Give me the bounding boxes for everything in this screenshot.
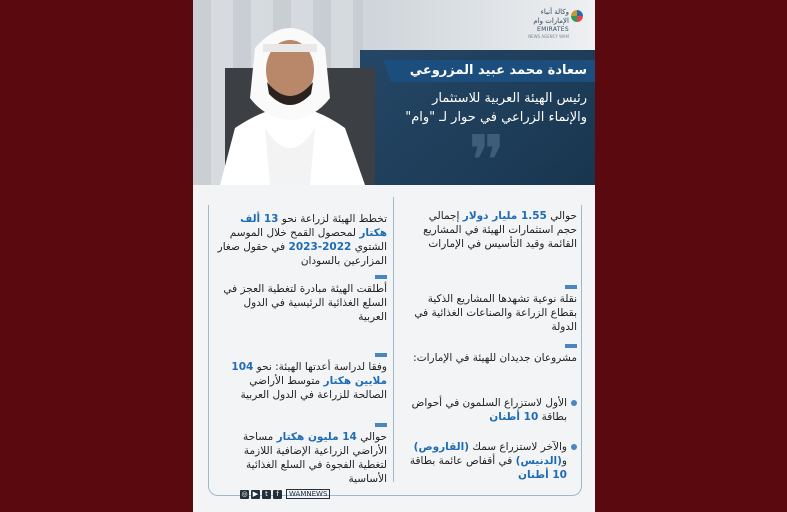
content-section — [193, 185, 595, 512]
logo-english-sub: NEWS AGENCY WAM — [528, 34, 569, 39]
section-marker — [375, 275, 387, 279]
section-marker — [565, 344, 577, 348]
social-handle[interactable]: WAMNEWS — [286, 489, 330, 499]
facebook-icon[interactable]: f — [273, 490, 282, 499]
subtitle — [372, 89, 587, 127]
quote-icon: ❞ — [468, 120, 506, 185]
section-marker — [565, 285, 577, 289]
subtitle-line-1: رئيس الهيئة العربية للاستثمار — [432, 91, 587, 106]
wam-logo — [513, 6, 583, 40]
portrait-photo — [205, 8, 375, 185]
left-item-3: وفقا لدراسة أعدتها الهيئة: نحو 104 ملايين هكتار متوسط الأراضي الصالحة للزراعة في الدول العربية — [217, 353, 387, 402]
column-divider — [393, 197, 394, 482]
highlight-value: 1.55 مليار دولار — [462, 210, 547, 222]
instagram-icon[interactable]: ◎ — [241, 489, 248, 498]
right-bullet-1: الأول لاستزراع السلمون في أحواض بطاقة 10 أطنان — [407, 396, 577, 424]
bullet-dot-icon — [571, 444, 577, 450]
infographic-card — [193, 0, 595, 512]
logo-arabic-bottom: الإمارات وام — [533, 17, 569, 25]
left-item-1: تخطط الهيئة لزراعة نحو 13 ألف هكتار لمحصول القمح خلال الموسم الشتوي 2022-2023 في حقول صغار المزارعين بالسودان — [217, 213, 387, 267]
subtitle-line-2: والإنماء الزراعي في حوار لـ "وام" — [405, 110, 587, 125]
logo-english: EMIRATES — [537, 26, 569, 33]
right-item-2: نقلة نوعية تشهدها المشاريع الذكية بقطاع الزراعة والصناعات الغذائية في الدولة — [407, 285, 577, 334]
section-marker — [375, 353, 387, 357]
hero-section — [193, 0, 595, 185]
section-marker — [375, 423, 387, 427]
left-item-4: حوالي 14 مليون هكتار مساحة الأراضي الزراعية الإضافية اللازمة لتغطية الفجوة في السلع الغذائية الأساسية — [217, 423, 387, 486]
right-item-3: مشروعان جديدان للهيئة في الإمارات: — [407, 344, 577, 365]
person-name: سعادة محمد عبيد المزروعي — [391, 60, 595, 82]
logo-arabic-top: وكالة أنباء — [540, 8, 569, 16]
twitter-icon[interactable]: t — [262, 490, 271, 499]
right-bullet-2: والآخر لاستزراع سمك (القاروص) و(الدنيس) في أقفاص عائمة بطاقة 10 أطنان — [407, 440, 577, 482]
wam-logo-mark-icon — [571, 10, 583, 22]
youtube-icon[interactable]: ▶ — [252, 489, 259, 498]
bullet-dot-icon — [571, 400, 577, 406]
social-links — [240, 489, 330, 499]
left-item-2: أطلقت الهيئة مبادرة لتغطية العجز في السلع الغذائية الرئيسية في الدول العربية — [217, 275, 387, 324]
right-item-1: حوالي 1.55 مليار دولار إجمالي حجم استثمارات الهيئة في المشاريع القائمة وقيد التأسيس في الإمارات — [423, 210, 577, 250]
